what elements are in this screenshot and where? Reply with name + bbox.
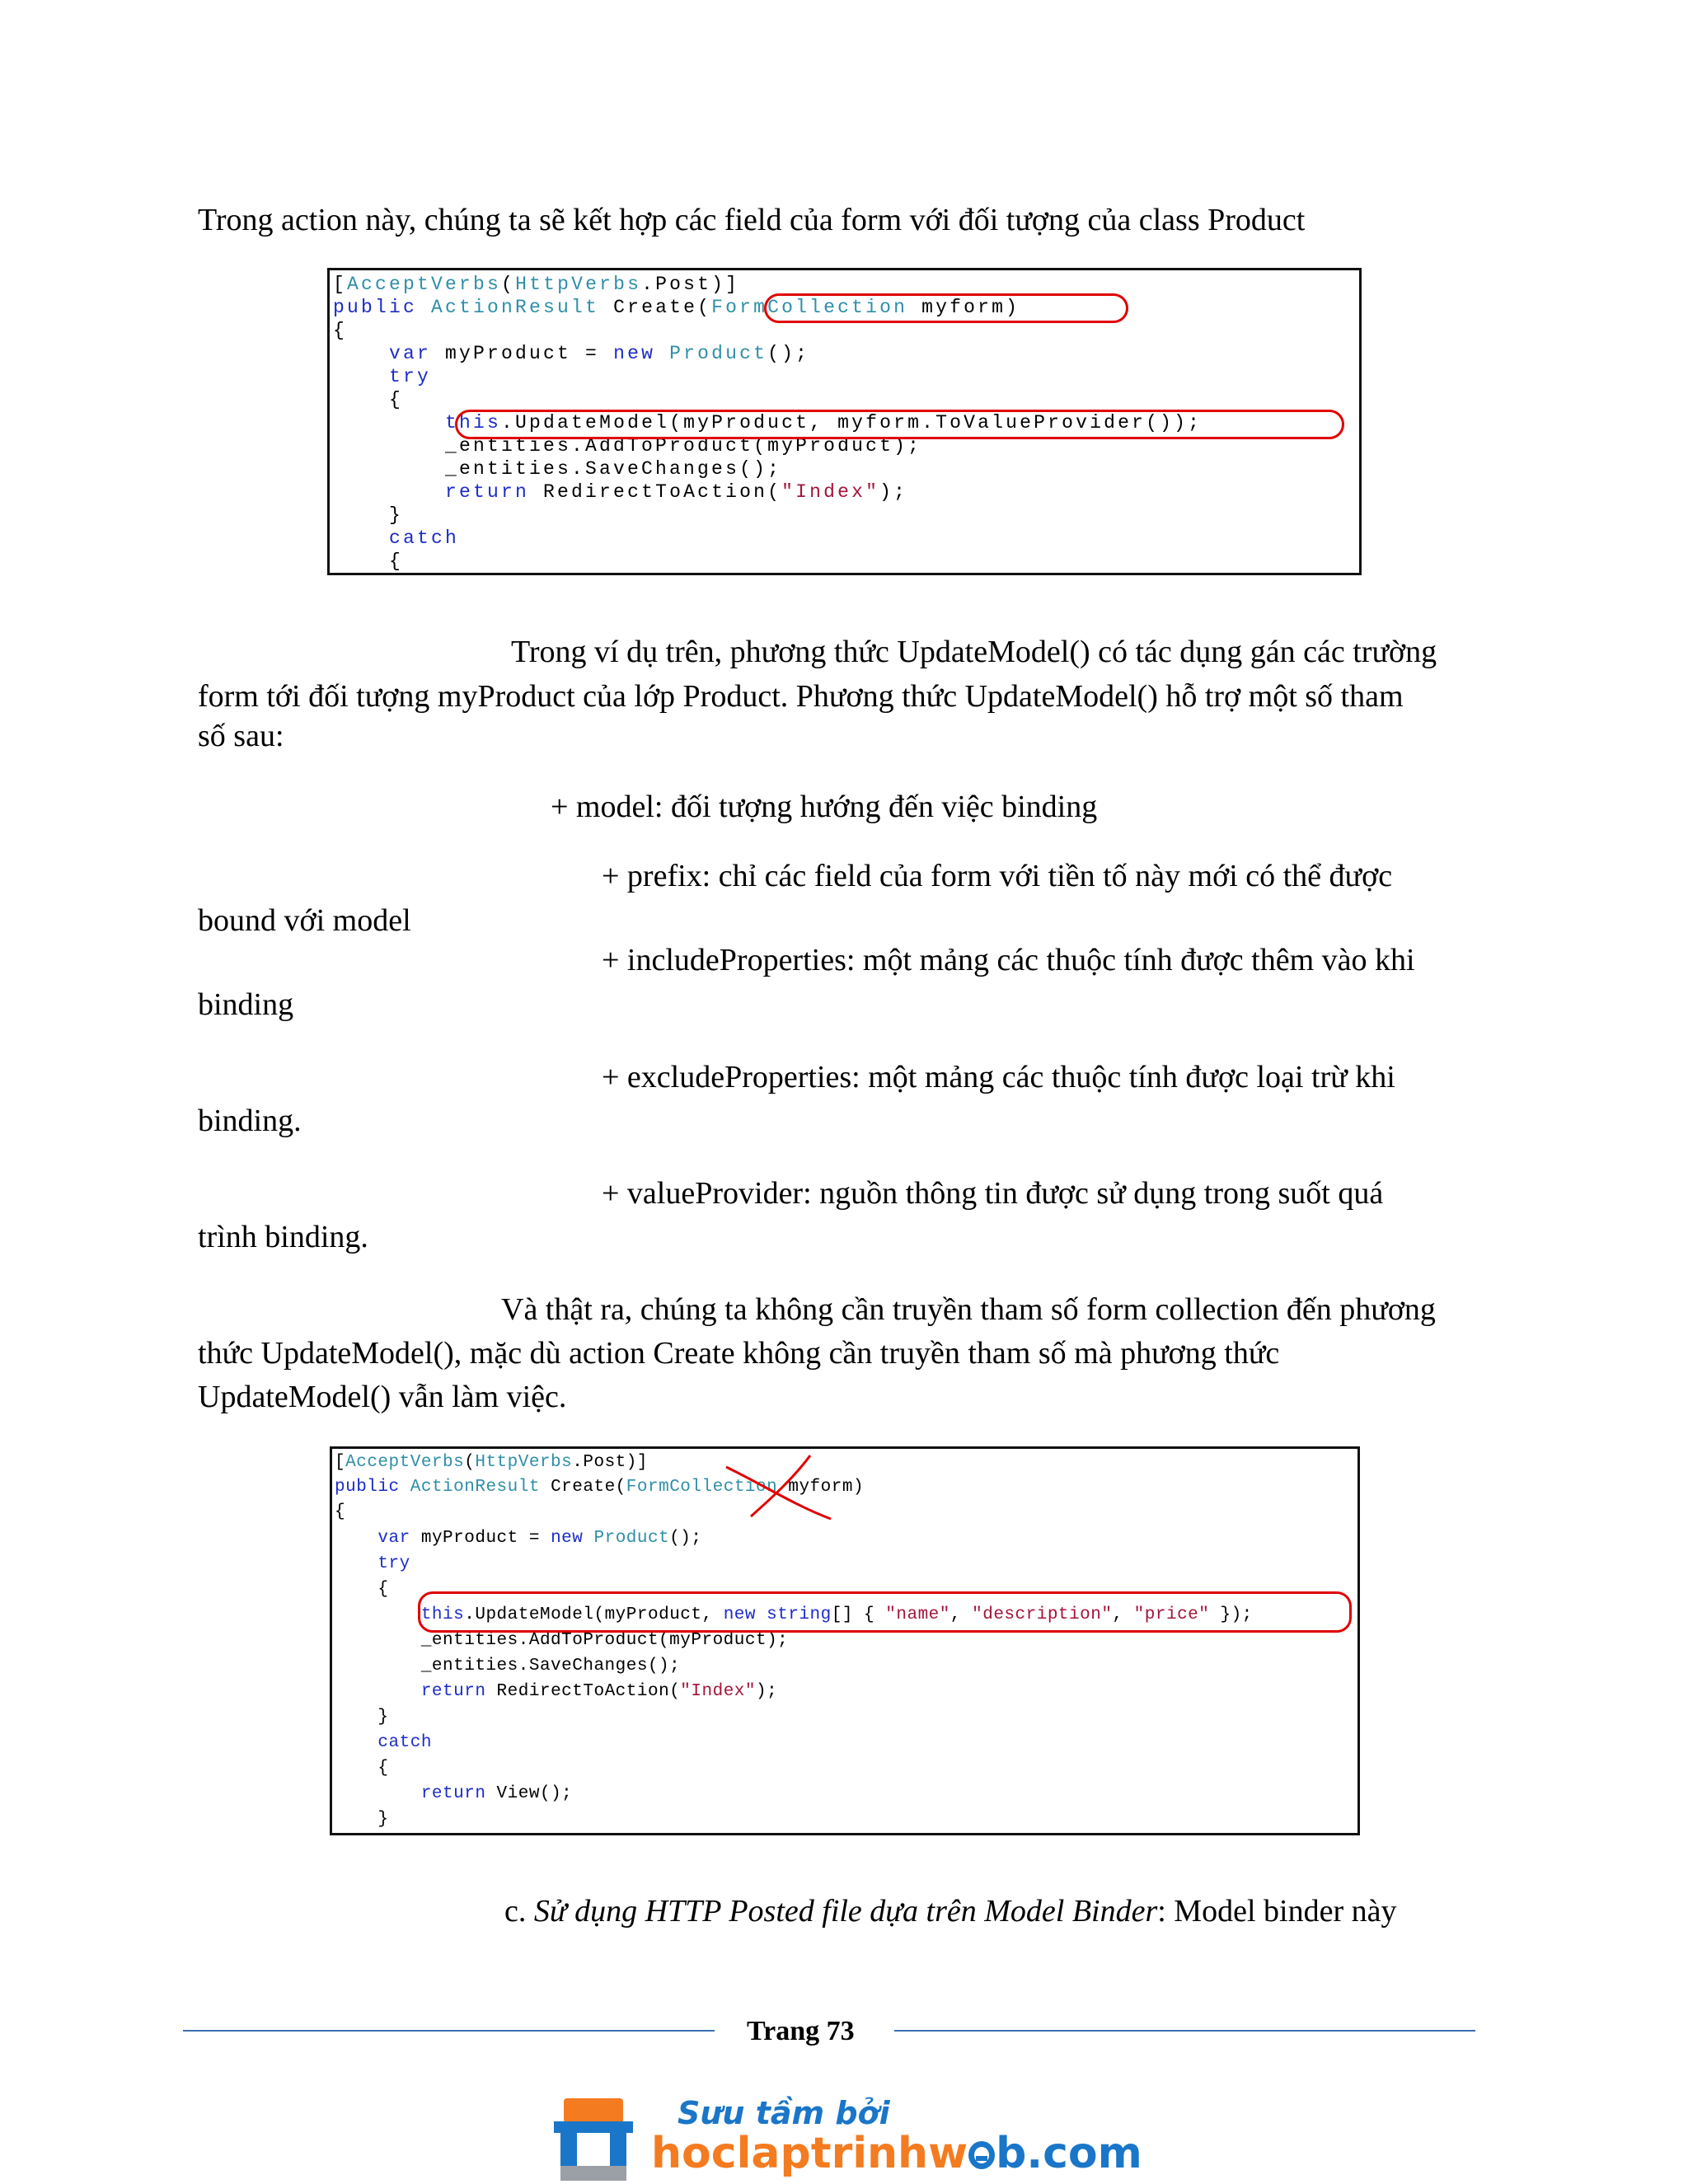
intro-text: Trong action này, chúng ta sẽ kết hợp các field của form với đối tượng của class Product <box>198 203 1306 237</box>
bullet-prefix-cont: bound với model <box>198 903 411 938</box>
para1-line1: Trong ví dụ trên, phương thức UpdateModel() có tác dụng gán các trường <box>511 635 1437 669</box>
logo-brand-a: hoclaptrinhw <box>651 2129 968 2178</box>
code-line: [AcceptVerbs(HttpVerbs.Post)] <box>335 1453 648 1472</box>
logo-brand <box>651 2126 1142 2181</box>
footer-rule-left <box>183 2030 715 2032</box>
bullet-exclude-cont: binding. <box>198 1104 302 1138</box>
code-line: return RedirectToAction("Index"); <box>445 481 908 503</box>
bullet-model: + model: đối tượng hướng đến việc binding <box>551 790 1098 824</box>
code-line: { <box>333 551 404 572</box>
bullet-exclude: + excludeProperties: một mảng các thuộc tính được loại trừ khi <box>602 1060 1395 1094</box>
code-line: try <box>377 1554 410 1573</box>
code-line: this.UpdateModel(myProduct, myform.ToValueProvider()); <box>445 412 1203 434</box>
bullet-prefix: + prefix: chỉ các field của form với tiền tố này mới có thể được <box>602 859 1393 893</box>
bullet-valueprovider: + valueProvider: nguồn thông tin được sử dụng trong suốt quá <box>602 1176 1384 1211</box>
code-line: { <box>335 1502 346 1521</box>
para2-line1: Và thật ra, chúng ta không cần truyền tham số form collection đến phương <box>501 1292 1436 1327</box>
logo-e-icon <box>968 2141 995 2169</box>
code-line: { <box>335 1759 389 1778</box>
code-line: { <box>333 320 348 341</box>
code-line: return RedirectToAction("Index"); <box>420 1682 778 1701</box>
code-line: [AcceptVerbs(HttpVerbs.Post)] <box>333 274 740 295</box>
para1-line3: số sau: <box>198 719 284 753</box>
cross-out-mark <box>332 1449 1357 1833</box>
section-c-text <box>504 1892 1396 1930</box>
code-block-1 <box>327 268 1362 575</box>
code-line: _entities.SaveChanges(); <box>335 1657 681 1675</box>
code-line: _entities.AddToProduct(myProduct); <box>335 1631 789 1650</box>
logo-tagline: Sưu tầm bởi <box>678 2095 890 2131</box>
code-line: { <box>335 1580 389 1599</box>
code-line: _entities.AddToProduct(myProduct); <box>333 435 922 457</box>
para1-line2: form tới đối tượng myProduct của lớp Product. Phương thức UpdateModel() hỗ trợ một số tham <box>198 679 1404 714</box>
para2-line2: thức UpdateModel(), mặc dù action Create không cần truyền tham số mà phương thức <box>198 1336 1280 1371</box>
code-line: public ActionResult Create(FormCollection myform) <box>333 297 1020 318</box>
footer-rule-right <box>894 2030 1475 2032</box>
logo-brand-b: b.com <box>996 2129 1142 2178</box>
code-line: _entities.SaveChanges(); <box>333 458 782 480</box>
page-number: Trang 73 <box>747 2016 855 2046</box>
section-c-prefix: c. <box>504 1894 534 1929</box>
code-line: public ActionResult Create(FormCollection myform) <box>335 1478 865 1497</box>
code-line: return View(); <box>420 1784 573 1803</box>
code-line: } <box>333 504 404 526</box>
code-line: this.UpdateModel(myProduct, new string[] { "name", "description", "price" }); <box>420 1605 1253 1624</box>
code-line: } <box>335 1810 389 1829</box>
code-line: try <box>389 366 432 387</box>
code-line: catch <box>377 1733 432 1752</box>
para2-line3: UpdateModel() vẫn làm việc. <box>198 1380 567 1414</box>
bullet-include-cont: binding <box>198 987 294 1022</box>
logo-mark-icon <box>554 2097 633 2184</box>
code-line: { <box>333 389 404 410</box>
bullet-valueprovider-cont: trình binding. <box>198 1220 368 1254</box>
code-block-2 <box>330 1446 1360 1835</box>
code-line: } <box>335 1708 389 1727</box>
code-line: var myProduct = new Product(); <box>377 1529 702 1548</box>
highlight-formcollection <box>764 293 1128 323</box>
highlight-updatemodel <box>455 410 1344 439</box>
code-line: var myProduct = new Product(); <box>389 343 810 364</box>
code-line: catch <box>389 527 460 549</box>
bullet-include: + includeProperties: một mảng các thuộc tính được thêm vào khi <box>602 943 1415 977</box>
section-c-rest: : Model binder này <box>1157 1894 1397 1929</box>
section-c-title: Sử dụng HTTP Posted file dựa trên Model Binder <box>533 1894 1158 1929</box>
site-logo <box>554 2095 1147 2184</box>
